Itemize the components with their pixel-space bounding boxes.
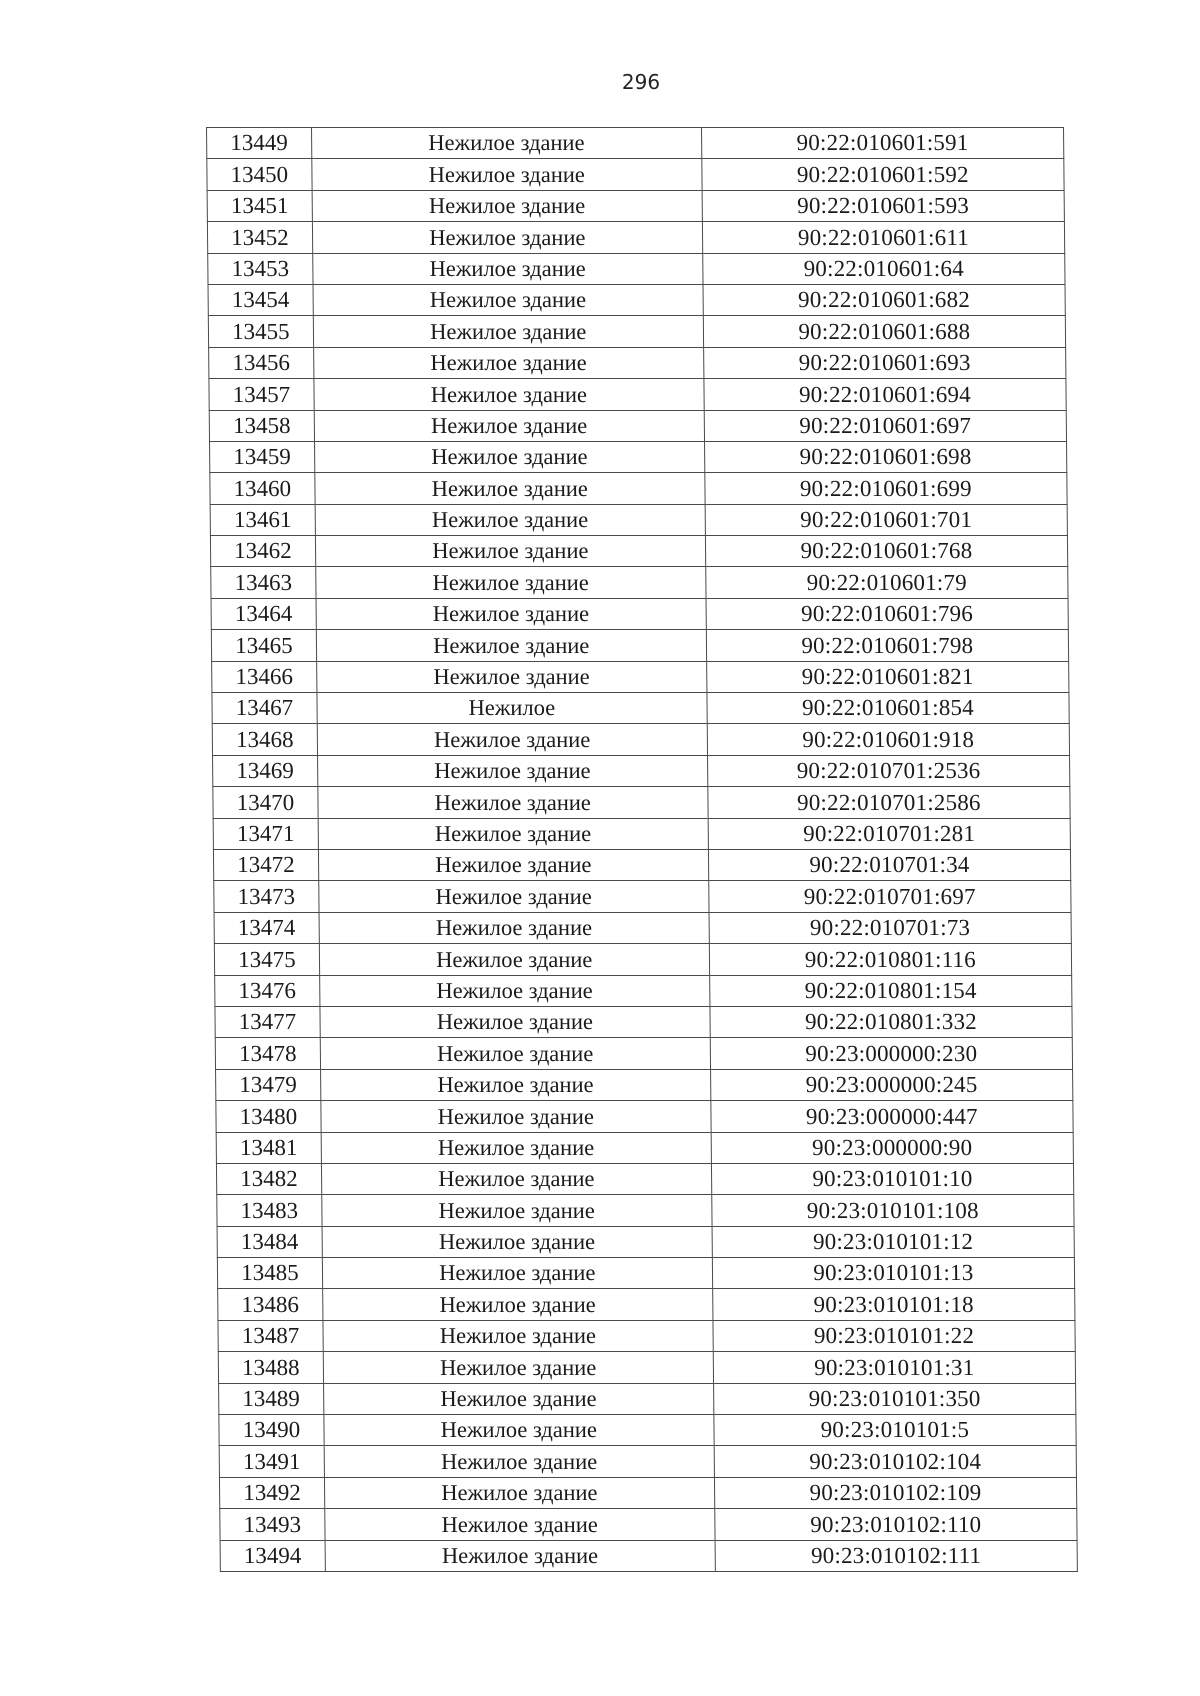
table-row bbox=[213, 849, 1070, 880]
object-type-cell: Нежилое здание bbox=[314, 410, 704, 441]
cadastral-number-cell: 90:22:010601:694 bbox=[704, 379, 1067, 410]
object-type-cell: Нежилое здание bbox=[322, 1195, 712, 1226]
object-type-cell: Нежилое здание bbox=[312, 159, 702, 190]
object-type-cell: Нежилое здание bbox=[319, 912, 709, 943]
cadastral-number-cell: 90:23:010102:109 bbox=[714, 1477, 1077, 1508]
cadastral-number-cell: 90:22:010601:854 bbox=[707, 693, 1070, 724]
cadastral-number-cell: 90:23:010101:350 bbox=[713, 1383, 1076, 1414]
cadastral-number-cell: 90:22:010601:591 bbox=[701, 128, 1064, 159]
object-type-cell: Нежилое здание bbox=[322, 1258, 712, 1289]
table-row bbox=[213, 755, 1070, 786]
table-row bbox=[216, 1132, 1073, 1163]
table-row bbox=[208, 253, 1065, 284]
cadastral-number-cell: 90:23:010101:10 bbox=[711, 1163, 1074, 1194]
object-type-cell: Нежилое здание bbox=[312, 190, 702, 221]
cadastral-number-cell: 90:22:010701:2536 bbox=[707, 755, 1070, 786]
object-type-cell: Нежилое здание bbox=[324, 1415, 714, 1446]
table-row bbox=[216, 1163, 1073, 1194]
table-row bbox=[219, 1477, 1076, 1508]
object-type-cell: Нежилое здание bbox=[323, 1352, 713, 1383]
cadastral-number-cell: 90:23:010102:110 bbox=[715, 1509, 1078, 1540]
row-number-cell: 13454 bbox=[208, 284, 313, 315]
object-type-cell: Нежилое здание bbox=[321, 1163, 711, 1194]
cadastral-number-cell: 90:23:010101:12 bbox=[712, 1226, 1075, 1257]
table-row bbox=[214, 912, 1071, 943]
row-number-cell: 13462 bbox=[210, 536, 315, 567]
object-type-cell: Нежилое здание bbox=[312, 222, 702, 253]
cadastral-number-cell: 90:22:010601:701 bbox=[705, 504, 1068, 535]
object-type-cell: Нежилое bbox=[317, 693, 707, 724]
object-type-cell: Нежилое здание bbox=[322, 1226, 712, 1257]
cadastral-number-cell: 90:23:000000:447 bbox=[711, 1101, 1074, 1132]
row-number-cell: 13453 bbox=[208, 253, 313, 284]
table-row bbox=[209, 410, 1066, 441]
cadastral-number-cell: 90:22:010801:154 bbox=[709, 975, 1072, 1006]
page-number: 296 bbox=[621, 70, 661, 94]
cadastral-number-cell: 90:22:010701:697 bbox=[709, 881, 1072, 912]
object-type-cell: Нежилое здание bbox=[318, 849, 708, 880]
row-number-cell: 13450 bbox=[207, 159, 312, 190]
cadastral-number-cell: 90:22:010601:821 bbox=[706, 661, 1069, 692]
row-number-cell: 13481 bbox=[216, 1132, 321, 1163]
table-row bbox=[215, 1038, 1072, 1069]
table-row bbox=[207, 159, 1064, 190]
object-type-cell: Нежилое здание bbox=[311, 128, 701, 159]
table-row bbox=[207, 128, 1064, 159]
table-row bbox=[209, 379, 1066, 410]
row-number-cell: 13463 bbox=[211, 567, 316, 598]
table-row bbox=[211, 567, 1068, 598]
row-number-cell: 13470 bbox=[213, 787, 318, 818]
row-number-cell: 13489 bbox=[219, 1383, 324, 1414]
object-type-cell: Нежилое здание bbox=[313, 253, 703, 284]
table-row bbox=[214, 944, 1071, 975]
table-row bbox=[217, 1258, 1074, 1289]
object-type-cell: Нежилое здание bbox=[323, 1320, 713, 1351]
object-type-cell: Нежилое здание bbox=[320, 1038, 710, 1069]
table-row bbox=[218, 1289, 1075, 1320]
object-type-cell: Нежилое здание bbox=[321, 1101, 711, 1132]
object-type-cell: Нежилое здание bbox=[313, 316, 703, 347]
row-number-cell: 13477 bbox=[215, 1006, 320, 1037]
row-number-cell: 13487 bbox=[218, 1320, 323, 1351]
object-type-cell: Нежилое здание bbox=[315, 504, 705, 535]
cadastral-number-cell: 90:23:010101:18 bbox=[712, 1289, 1075, 1320]
row-number-cell: 13451 bbox=[207, 190, 312, 221]
row-number-cell: 13469 bbox=[213, 755, 318, 786]
table-row bbox=[210, 504, 1067, 535]
cadastral-number-cell: 90:23:000000:90 bbox=[711, 1132, 1074, 1163]
cadastral-number-cell: 90:23:010101:108 bbox=[712, 1195, 1075, 1226]
row-number-cell: 13452 bbox=[207, 222, 312, 253]
row-number-cell: 13475 bbox=[214, 944, 319, 975]
row-number-cell: 13457 bbox=[209, 379, 314, 410]
cadastral-number-cell: 90:22:010601:918 bbox=[707, 724, 1070, 755]
table-row bbox=[218, 1320, 1075, 1351]
table-row bbox=[213, 787, 1070, 818]
object-type-cell: Нежилое здание bbox=[316, 630, 706, 661]
table-row bbox=[210, 473, 1067, 504]
row-number-cell: 13474 bbox=[214, 912, 319, 943]
table-row bbox=[212, 693, 1069, 724]
row-number-cell: 13480 bbox=[216, 1101, 321, 1132]
cadastral-number-cell: 90:22:010601:699 bbox=[705, 473, 1068, 504]
cadastral-number-cell: 90:22:010601:697 bbox=[704, 410, 1067, 441]
row-number-cell: 13494 bbox=[220, 1540, 325, 1571]
table-row bbox=[214, 881, 1071, 912]
row-number-cell: 13478 bbox=[215, 1038, 320, 1069]
cadastral-number-cell: 90:23:010101:31 bbox=[713, 1352, 1076, 1383]
cadastral-number-cell: 90:22:010601:698 bbox=[704, 441, 1067, 472]
table-row bbox=[219, 1415, 1076, 1446]
cadastral-number-cell: 90:23:010102:104 bbox=[714, 1446, 1077, 1477]
row-number-cell: 13468 bbox=[212, 724, 317, 755]
row-number-cell: 13476 bbox=[215, 975, 320, 1006]
cadastral-number-cell: 90:23:000000:245 bbox=[710, 1069, 1073, 1100]
object-type-cell: Нежилое здание bbox=[322, 1289, 712, 1320]
table-row bbox=[217, 1226, 1074, 1257]
object-type-cell: Нежилое здание bbox=[319, 944, 709, 975]
row-number-cell: 13484 bbox=[217, 1226, 322, 1257]
row-number-cell: 13485 bbox=[217, 1258, 322, 1289]
object-type-cell: Нежилое здание bbox=[316, 661, 706, 692]
table-row bbox=[211, 630, 1068, 661]
cadastral-number-cell: 90:23:010101:13 bbox=[712, 1258, 1075, 1289]
row-number-cell: 13473 bbox=[214, 881, 319, 912]
table-row bbox=[219, 1446, 1076, 1477]
object-type-cell: Нежилое здание bbox=[314, 379, 704, 410]
table-row bbox=[208, 316, 1065, 347]
table-row bbox=[220, 1509, 1077, 1540]
object-type-cell: Нежилое здание bbox=[317, 755, 707, 786]
cadastral-number-cell: 90:22:010601:693 bbox=[703, 347, 1066, 378]
row-number-cell: 13482 bbox=[216, 1163, 321, 1194]
cadastral-number-cell: 90:22:010701:73 bbox=[709, 912, 1072, 943]
row-number-cell: 13465 bbox=[211, 630, 316, 661]
object-type-cell: Нежилое здание bbox=[319, 975, 709, 1006]
cadastral-number-cell: 90:22:010801:332 bbox=[710, 1006, 1073, 1037]
object-type-cell: Нежилое здание bbox=[314, 441, 704, 472]
object-type-cell: Нежилое здание bbox=[315, 473, 705, 504]
cadastral-number-cell: 90:22:010601:682 bbox=[703, 284, 1066, 315]
row-number-cell: 13464 bbox=[211, 598, 316, 629]
object-type-cell: Нежилое здание bbox=[316, 598, 706, 629]
row-number-cell: 13449 bbox=[207, 128, 312, 159]
table-body bbox=[207, 128, 1078, 1572]
cadastral-number-cell: 90:23:000000:230 bbox=[710, 1038, 1073, 1069]
table-row bbox=[207, 190, 1064, 221]
cadastral-number-cell: 90:22:010601:768 bbox=[705, 536, 1068, 567]
cadastral-number-cell: 90:22:010601:688 bbox=[703, 316, 1066, 347]
object-type-cell: Нежилое здание bbox=[320, 1006, 710, 1037]
row-number-cell: 13466 bbox=[212, 661, 317, 692]
table-row bbox=[216, 1069, 1073, 1100]
table-row bbox=[212, 661, 1069, 692]
cadastral-number-cell: 90:22:010601:592 bbox=[702, 159, 1065, 190]
table-row bbox=[215, 975, 1072, 1006]
row-number-cell: 13493 bbox=[220, 1509, 325, 1540]
cadastral-number-cell: 90:22:010701:34 bbox=[708, 849, 1071, 880]
row-number-cell: 13467 bbox=[212, 693, 317, 724]
table-row bbox=[213, 818, 1070, 849]
row-number-cell: 13455 bbox=[208, 316, 313, 347]
object-type-cell: Нежилое здание bbox=[321, 1132, 711, 1163]
object-type-cell: Нежилое здание bbox=[313, 347, 703, 378]
row-number-cell: 13483 bbox=[217, 1195, 322, 1226]
table-row bbox=[216, 1101, 1073, 1132]
row-number-cell: 13488 bbox=[218, 1352, 323, 1383]
table-row bbox=[210, 441, 1067, 472]
object-type-cell: Нежилое здание bbox=[316, 567, 706, 598]
table-row bbox=[219, 1383, 1076, 1414]
cadastral-number-cell: 90:22:010701:2586 bbox=[708, 787, 1071, 818]
cadastral-number-cell: 90:23:010102:111 bbox=[715, 1540, 1078, 1571]
row-number-cell: 13479 bbox=[216, 1069, 321, 1100]
object-type-cell: Нежилое здание bbox=[325, 1509, 715, 1540]
object-type-cell: Нежилое здание bbox=[325, 1540, 715, 1571]
object-type-cell: Нежилое здание bbox=[323, 1383, 713, 1414]
table-row bbox=[210, 536, 1067, 567]
object-type-cell: Нежилое здание bbox=[313, 284, 703, 315]
object-type-cell: Нежилое здание bbox=[324, 1446, 714, 1477]
cadastral-number-cell: 90:22:010601:798 bbox=[706, 630, 1069, 661]
cadastral-number-cell: 90:23:010101:5 bbox=[714, 1415, 1077, 1446]
object-type-cell: Нежилое здание bbox=[315, 536, 705, 567]
object-type-cell: Нежилое здание bbox=[319, 881, 709, 912]
object-type-cell: Нежилое здание bbox=[320, 1069, 710, 1100]
table-row bbox=[211, 598, 1068, 629]
table-row bbox=[220, 1540, 1077, 1571]
row-number-cell: 13486 bbox=[218, 1289, 323, 1320]
cadastral-number-cell: 90:22:010601:796 bbox=[706, 598, 1069, 629]
row-number-cell: 13456 bbox=[209, 347, 314, 378]
row-number-cell: 13491 bbox=[219, 1446, 324, 1477]
row-number-cell: 13492 bbox=[219, 1477, 324, 1508]
object-type-cell: Нежилое здание bbox=[324, 1477, 714, 1508]
row-number-cell: 13472 bbox=[213, 849, 318, 880]
cadastral-number-cell: 90:23:010101:22 bbox=[713, 1320, 1076, 1351]
row-number-cell: 13471 bbox=[213, 818, 318, 849]
cadastral-number-cell: 90:22:010601:79 bbox=[705, 567, 1068, 598]
table-row bbox=[208, 284, 1065, 315]
cadastral-number-cell: 90:22:010701:281 bbox=[708, 818, 1071, 849]
row-number-cell: 13490 bbox=[219, 1415, 324, 1446]
object-type-cell: Нежилое здание bbox=[318, 787, 708, 818]
object-type-cell: Нежилое здание bbox=[317, 724, 707, 755]
row-number-cell: 13459 bbox=[210, 441, 315, 472]
registry-table bbox=[206, 127, 1078, 1572]
row-number-cell: 13458 bbox=[209, 410, 314, 441]
row-number-cell: 13461 bbox=[210, 504, 315, 535]
table-row bbox=[207, 222, 1064, 253]
cadastral-number-cell: 90:22:010601:593 bbox=[702, 190, 1065, 221]
table-row bbox=[212, 724, 1069, 755]
table-row bbox=[215, 1006, 1072, 1037]
cadastral-number-cell: 90:22:010601:611 bbox=[702, 222, 1065, 253]
object-type-cell: Нежилое здание bbox=[318, 818, 708, 849]
table-row bbox=[217, 1195, 1074, 1226]
table-row bbox=[209, 347, 1066, 378]
table-row bbox=[218, 1352, 1075, 1383]
row-number-cell: 13460 bbox=[210, 473, 315, 504]
cadastral-number-cell: 90:22:010601:64 bbox=[702, 253, 1065, 284]
cadastral-number-cell: 90:22:010801:116 bbox=[709, 944, 1072, 975]
